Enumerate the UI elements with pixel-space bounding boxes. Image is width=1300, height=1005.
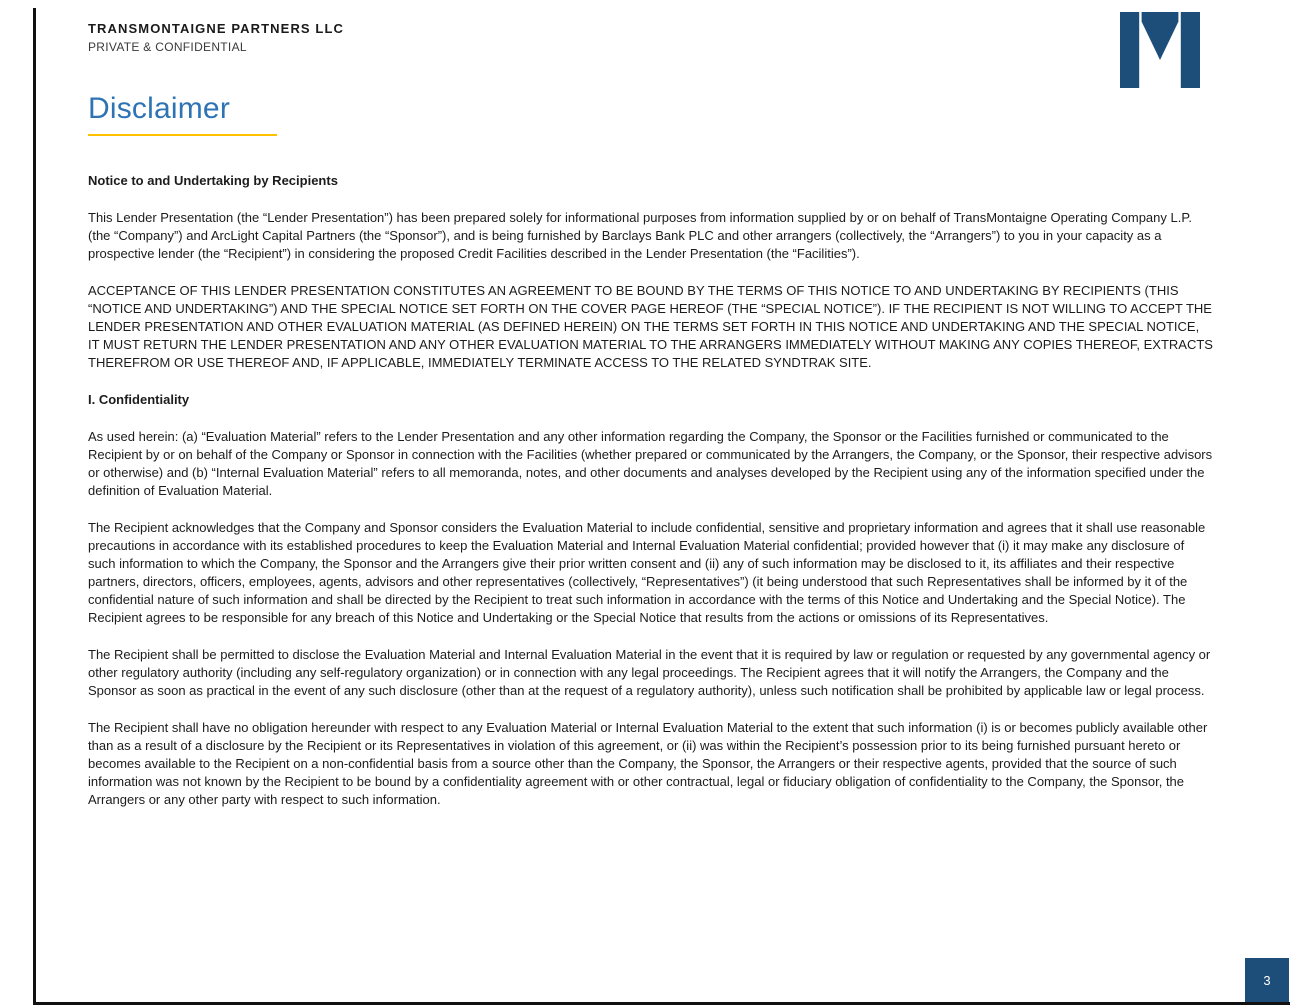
paragraph-acceptance: ACCEPTANCE OF THIS LENDER PRESENTATION CONSTITUTES AN AGREEMENT TO BE BOUND BY THE TERMS OF THIS NOTICE TO AND UNDERTAKING BY RECIPIENTS (THIS “NOTICE AND UNDERTAKING”) AND THE SPECIAL NOTICE SET FORTH ON THE COVER PAGE HEREOF (THE “SPECIAL NOTICE”). IF THE RECIPIENT IS NOT WILLING TO ACCEPT THE LENDER PRESENTATION AND OTHER EVALUATION MATERIAL (AS DEFINED HEREIN) ON THE TERMS SET FORTH IN THIS NOTICE AND UNDERTAKING AND THE SPECIAL NOTICE, IT MUST RETURN THE LENDER PRESENTATION AND ANY OTHER EVALUATION MATERIAL TO THE ARRANGERS IMMEDIATELY WITHOUT MAKING ANY COPIES THEREOF, EXTRACTS THEREFROM OR USE THEREOF AND, IF APPLICABLE, IMMEDIATELY TERMINATE ACCESS TO THE RELATED SYNDTRAK SITE.: [88, 283, 1213, 370]
paragraph-recipient-acknowledges: The Recipient acknowledges that the Company and Sponsor considers the Evaluation Material to include confidential, sensitive and proprietary information and agrees that it shall use reasonable precautions in accordance with its established procedures to keep the Evaluation Material and Internal Evaluation Material confidential; provided however that (i) it may make any disclosure of such information to which the Company, the Sponsor and the Arrangers give their prior written consent and (ii) any of such information may be disclosed to it, its affiliates and their respective partners, directors, officers, employees, agents, advisors and other representatives (collectively, “Representatives”) (it being understood that such Representatives shall be informed by it of the confidential nature of such information and shall be directed by the Recipient to treat such information in accordance with the terms of this Notice and Undertaking and the Special Notice). The Recipient agrees to be responsible for any breach of this Notice and Undertaking or the Special Notice that results from the actions or omissions of its Representatives.: [88, 520, 1206, 625]
section-heading-confidentiality: I. Confidentiality: [88, 392, 190, 407]
slide-header: [88, 21, 344, 54]
disclaimer-body: [88, 172, 1213, 828]
paragraph-evaluation-material: As used herein: (a) “Evaluation Material” refers to the Lender Presentation and any other information regarding the Company, the Sponsor or the Facilities furnished or communicated to the Recipient by or on behalf of the Company or Sponsor in connection with the Facilities (whether prepared or communicated by the Arrangers, the Company, or the Sponsor, their respective advisors or otherwise) and (b) “Internal Evaluation Material” refers to all memoranda, notes, and other documents and analyses developed by the Recipient using any of the information specified under the definition of Evaluation Material.: [88, 429, 1213, 498]
page-number-badge: [1245, 958, 1289, 1002]
title-underline: [88, 134, 277, 136]
company-name: TRANSMONTAIGNE PARTNERS LLC: [88, 21, 344, 36]
paragraph-lender-presentation: This Lender Presentation (the “Lender Presentation”) has been prepared solely for informational purposes from information supplied by or on behalf of TransMontaigne Operating Company L.P. (the “Company”) and ArcLight Capital Partners (the “Sponsor”), and is being furnished by Barclays Bank PLC and other arrangers (collectively, the “Arrangers”) to you in your capacity as a prospective lender (the “Recipient”) in considering the proposed Credit Facilities described in the Lender Presentation (the “Facilities”).: [88, 210, 1192, 261]
section-heading-notice: Notice to and Undertaking by Recipients: [88, 173, 338, 188]
company-logo-icon: [1120, 12, 1200, 88]
confidential-label: PRIVATE & CONFIDENTIAL: [88, 40, 247, 54]
page-left-border: [33, 8, 36, 1005]
page-title: Disclaimer: [88, 92, 231, 125]
paragraph-permitted-disclosure: The Recipient shall be permitted to disclose the Evaluation Material and Internal Evaluation Material in the event that it is required by law or regulation or requested by any governmental agency or other regulatory authority (including any self-regulatory organization) or in connection with any legal proceedings. The Recipient agrees that it will notify the Arrangers, the Company and the Sponsor as soon as practical in the event of any such disclosure (other than at the request of a regulatory authority), unless such notification shall be prohibited by applicable law or legal process.: [88, 647, 1211, 698]
paragraph-no-obligation: The Recipient shall have no obligation hereunder with respect to any Evaluation Material or Internal Evaluation Material to the extent that such information (i) is or becomes publicly available other than as a result of a disclosure by the Recipient or its Representatives in violation of this agreement, or (ii) was within the Recipient’s possession prior to its being furnished pursuant hereto or becomes available to the Recipient on a non-confidential basis from a source other than the Company, the Sponsor, the Arrangers or their respective agents, provided that the source of such information was not known by the Recipient to be bound by a confidentiality agreement with or other contractual, legal or fiduciary obligation of confidentiality to the Company, the Sponsor, the Arrangers or any other party with respect to such information.: [88, 720, 1208, 807]
page-number: 3: [1263, 972, 1271, 988]
